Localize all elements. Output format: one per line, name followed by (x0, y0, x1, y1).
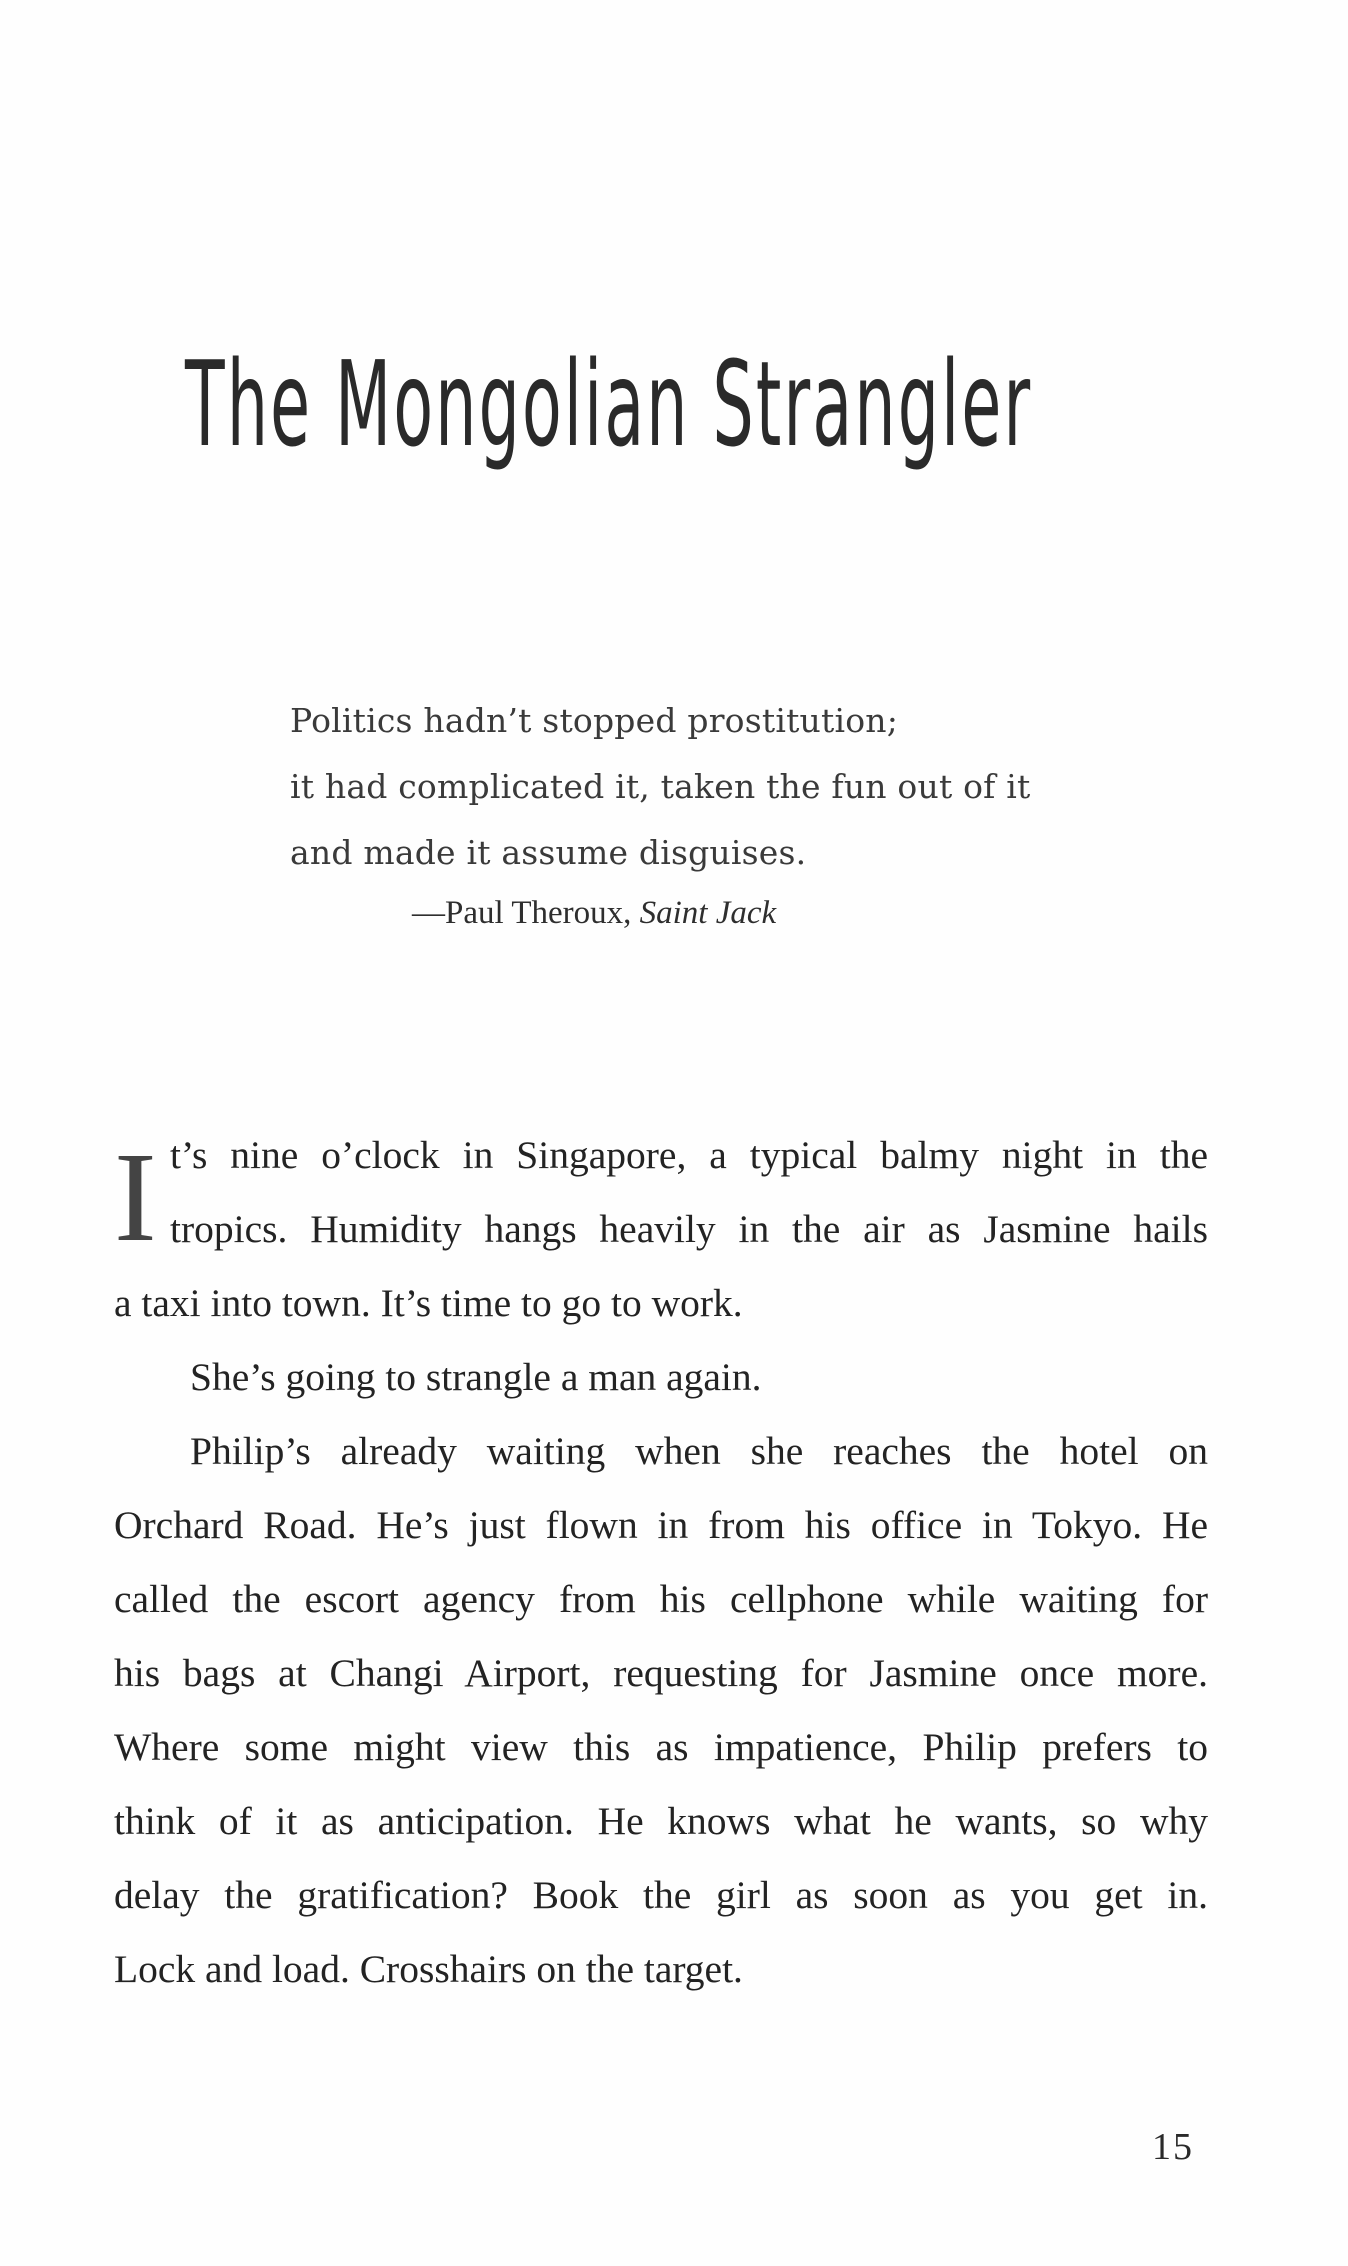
epigraph-line: and made it assume disguises. (290, 833, 807, 872)
epigraph-line: it had complicated it, taken the fun out of it (290, 767, 1031, 806)
epigraph (290, 688, 1090, 886)
text-line: his bags at Changi Airport, requesting for Jasmine once more. (114, 1651, 1208, 1695)
text-line: tropics. Humidity hangs heavily in the air as Jasmine hails (170, 1207, 1208, 1251)
text-line: delay the gratification? Book the girl as soon as you get in. (114, 1873, 1208, 1917)
text-line: t’s nine o’clock in Singapore, a typical balmy night in the (170, 1133, 1208, 1177)
text-line: called the escort agency from his cellphone while waiting for (114, 1577, 1208, 1621)
text-line: think of it as anticipation. He knows what he wants, so why (114, 1799, 1208, 1843)
body-text (114, 1118, 1208, 2006)
epigraph-line: Politics hadn’t stopped prostitution; (290, 701, 899, 740)
paragraph-1 (114, 1118, 1208, 1340)
text-line: Philip’s already waiting when she reaches the hotel on (190, 1429, 1208, 1473)
attribution-work: Saint Jack (639, 895, 777, 931)
text-line: Lock and load. Crosshairs on the target. (114, 1947, 743, 1991)
chapter-title: The Mongolian Strangler (185, 335, 1033, 473)
epigraph-attribution (412, 888, 776, 938)
text-line: She’s going to strangle a man again. (190, 1355, 762, 1399)
page-number: 15 (1152, 2126, 1194, 2168)
paragraph-2 (114, 1340, 1208, 1414)
paragraph-3 (114, 1414, 1208, 2006)
text-line: Where some might view this as impatience, Philip prefers to (114, 1725, 1208, 1769)
text-line: Orchard Road. He’s just flown in from his office in Tokyo. He (114, 1503, 1208, 1547)
drop-cap: I (114, 1126, 157, 1268)
attribution-author: —Paul Theroux, (412, 895, 640, 931)
text-line: a taxi into town. It’s time to go to work. (114, 1281, 743, 1325)
